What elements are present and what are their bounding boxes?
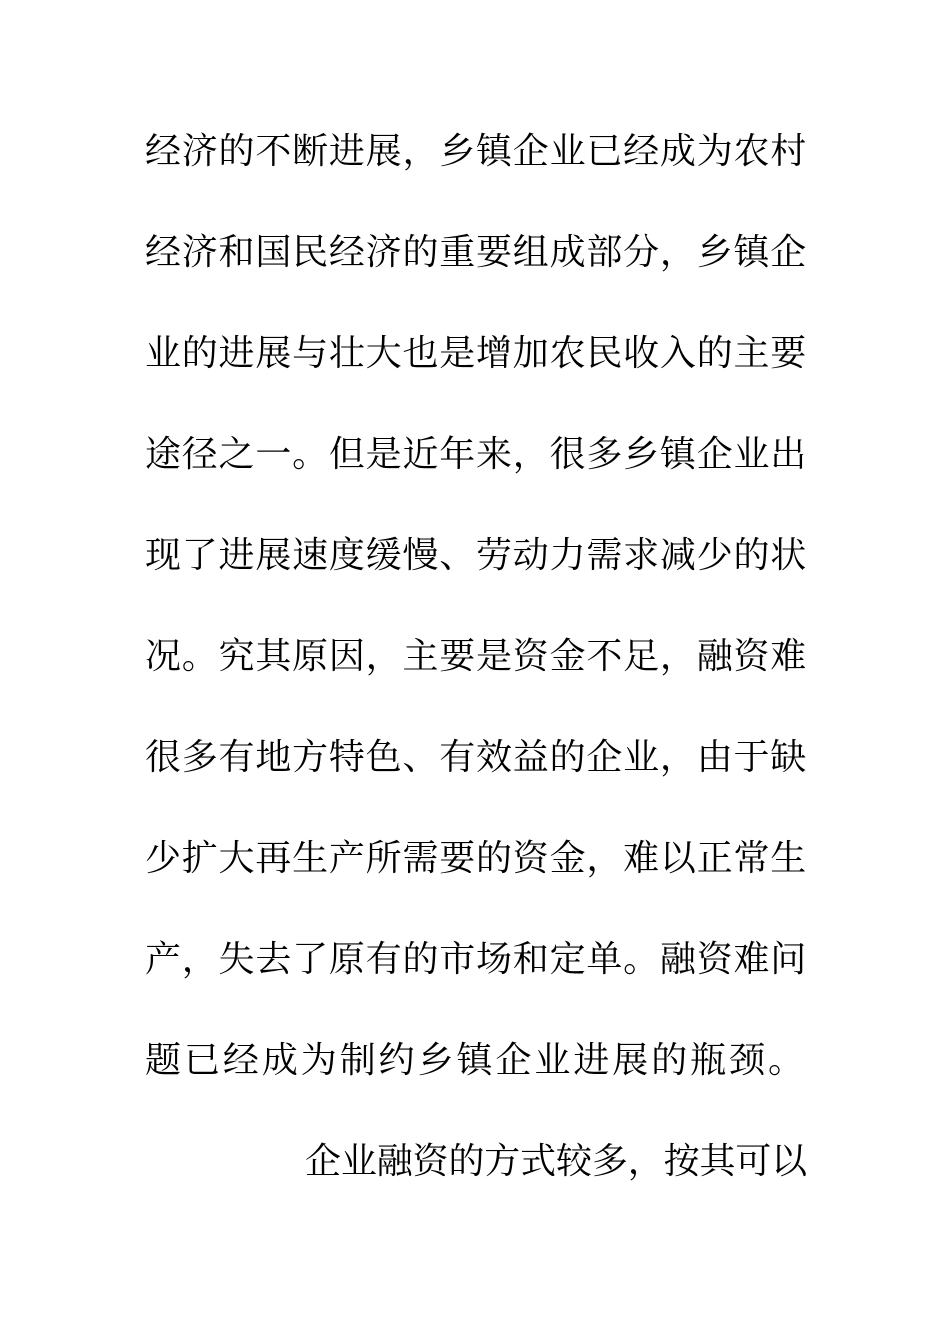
text-line-10: 题已经成为制约乡镇企业进展的瓶颈。: [145, 1040, 807, 1081]
text-line-4: 途径之一。但是近年来，很多乡镇企业出: [145, 434, 808, 475]
text-line-3: 业的进展与壮大也是增加农民收入的主要: [145, 333, 808, 374]
text-line-5: 现了进展速度缓慢、劳动力需求减少的状: [145, 535, 808, 576]
text-line-9: 产，失去了原有的市场和定单。融资难问: [145, 939, 808, 980]
text-line-6: 况。究其原因，主要是资金不足，融资难: [145, 636, 808, 677]
text-line-2: 经济和国民经济的重要组成部分，乡镇企: [145, 232, 808, 273]
text-line-8: 少扩大再生产所需要的资金，难以正常生: [145, 838, 808, 879]
text-line-7: 很多有地方特色、有效益的企业，由于缺: [145, 737, 808, 778]
body-text: [145, 122, 807, 1233]
text-line-11-paragraph-start: 企业融资的方式较多，按其可以: [305, 1141, 808, 1182]
text-line-1: 经济的不断进展，乡镇企业已经成为农村: [145, 131, 808, 172]
